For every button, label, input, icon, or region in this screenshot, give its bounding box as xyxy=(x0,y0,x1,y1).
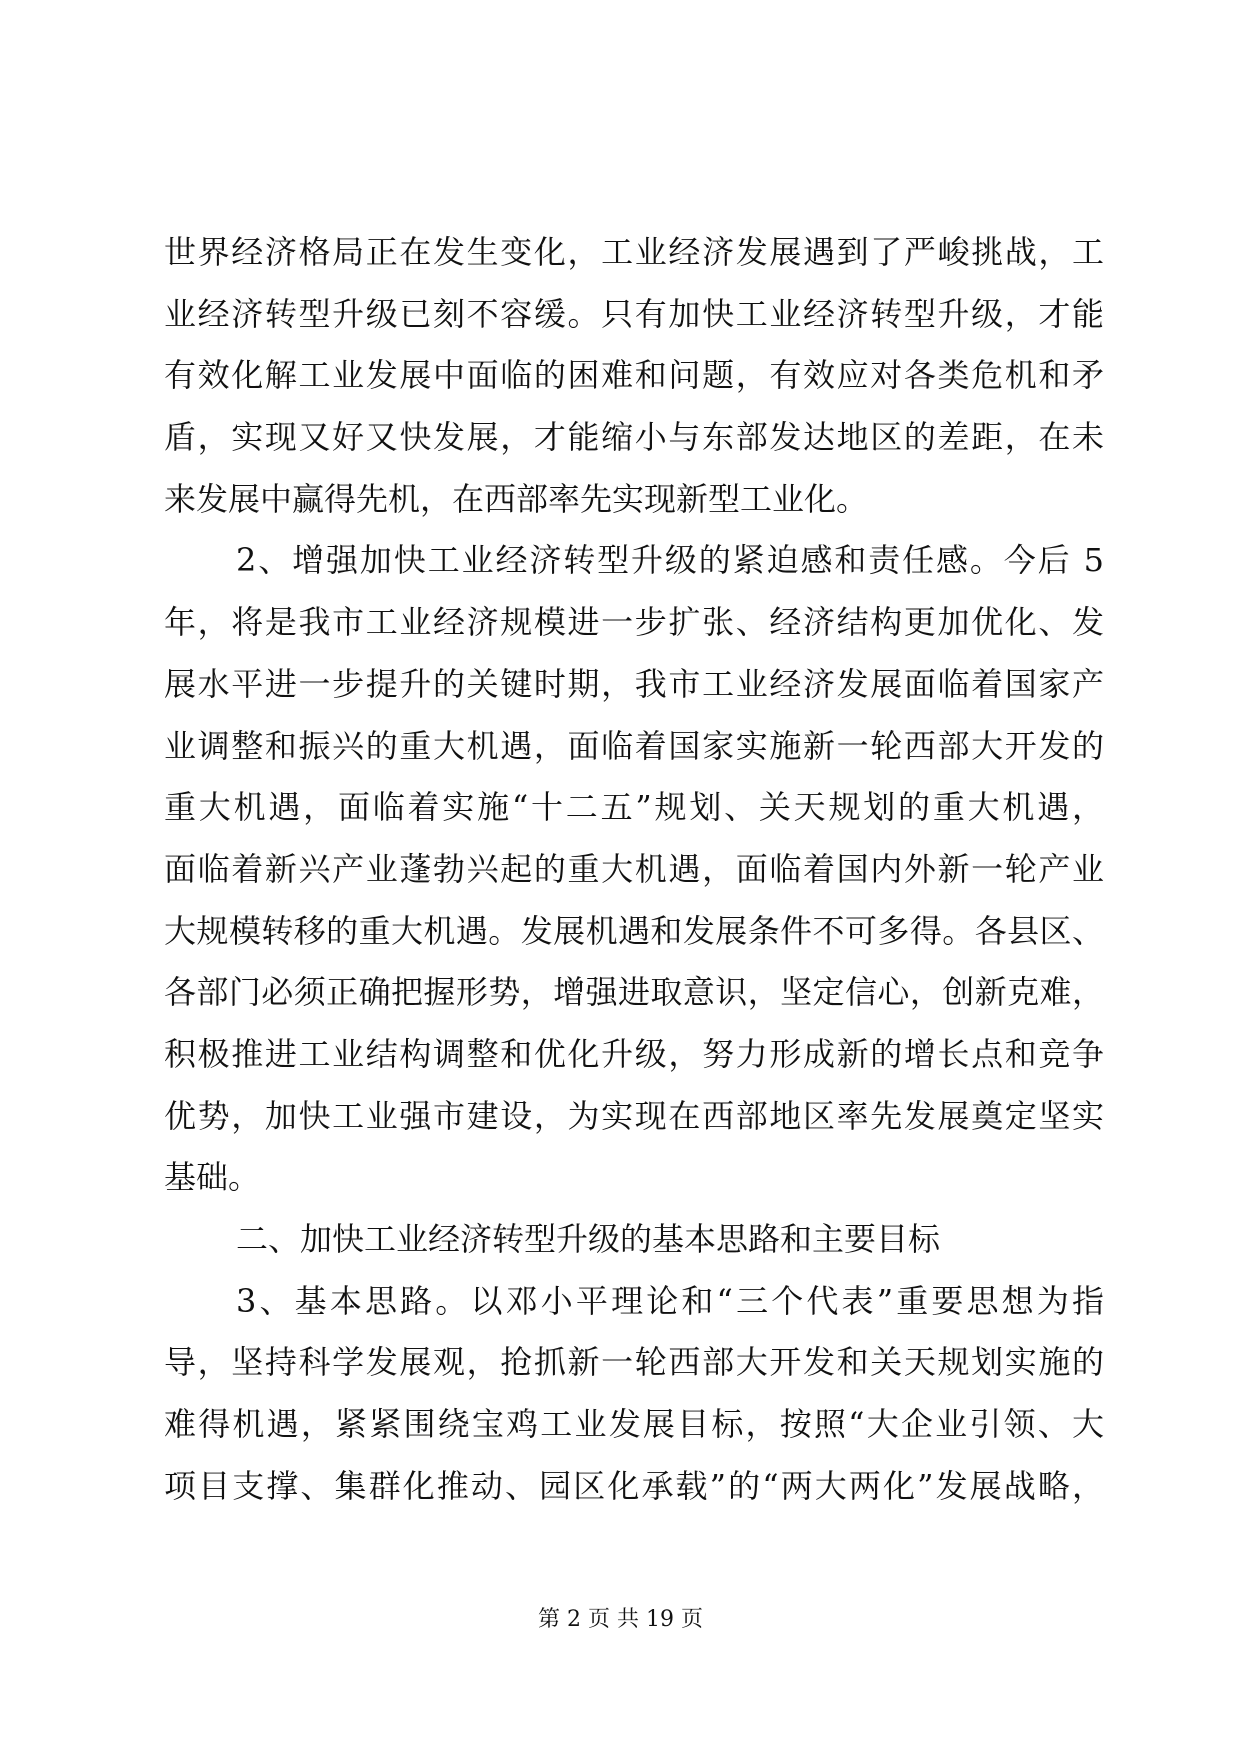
page-footer: 第 2 页 共 19 页 xyxy=(538,1607,703,1632)
text-line: 难得机遇，紧紧围绕宝鸡工业发展目标，按照“大企业引领、大 xyxy=(164,1405,1104,1444)
text-line: 各部门必须正确把握形势，增强进取意识，坚定信心，创新克难， xyxy=(164,973,1104,1012)
text-line: 基础。 xyxy=(164,1158,261,1197)
text-line: 年，将是我市工业经济规模进一步扩张、经济结构更加优化、发 xyxy=(164,603,1104,642)
document-body xyxy=(164,222,1104,1517)
text-line: 来发展中赢得先机，在西部率先实现新型工业化。 xyxy=(164,479,869,518)
text-line: 盾，实现又好又快发展，才能缩小与东部发达地区的差距，在未 xyxy=(164,418,1104,457)
text-line: 业调整和振兴的重大机遇，面临着国家实施新一轮西部大开发的 xyxy=(164,726,1104,765)
text-line: 二、加快工业经济转型升级的基本思路和主要目标 xyxy=(236,1220,941,1258)
text-line: 业经济转型升级已刻不容缓。只有加快工业经济转型升级，才能 xyxy=(164,294,1104,333)
text-line: 世界经济格局正在发生变化，工业经济发展遇到了严峻挑战，工 xyxy=(164,233,1104,271)
text-line: 导，坚持科学发展观，抢抓新一轮西部大开发和关天规划实施的 xyxy=(164,1343,1104,1382)
text-line: 2、增强加快工业经济转型升级的紧迫感和责任感。今后 5 xyxy=(236,541,1104,580)
text-line: 面临着新兴产业蓬勃兴起的重大机遇，面临着国内外新一轮产业 xyxy=(164,849,1104,888)
text-line: 大规模转移的重大机遇。发展机遇和发展条件不可多得。各县区、 xyxy=(164,911,1104,950)
text-line: 重大机遇，面临着实施“十二五”规划、关天规划的重大机遇， xyxy=(164,788,1104,827)
text-line: 3、基本思路。以邓小平理论和“三个代表”重要思想为指 xyxy=(236,1281,1104,1320)
text-line: 展水平进一步提升的关键时期，我市工业经济发展面临着国家产 xyxy=(164,664,1104,703)
text-line: 优势，加快工业强市建设，为实现在西部地区率先发展奠定坚实 xyxy=(164,1096,1104,1135)
text-line: 积极推进工业结构调整和优化升级，努力形成新的增长点和竞争 xyxy=(164,1034,1104,1073)
text-line: 有效化解工业发展中面临的困难和问题，有效应对各类危机和矛 xyxy=(164,356,1104,395)
text-line: 项目支撑、集群化推动、园区化承载”的“两大两化”发展战略， xyxy=(164,1466,1104,1505)
